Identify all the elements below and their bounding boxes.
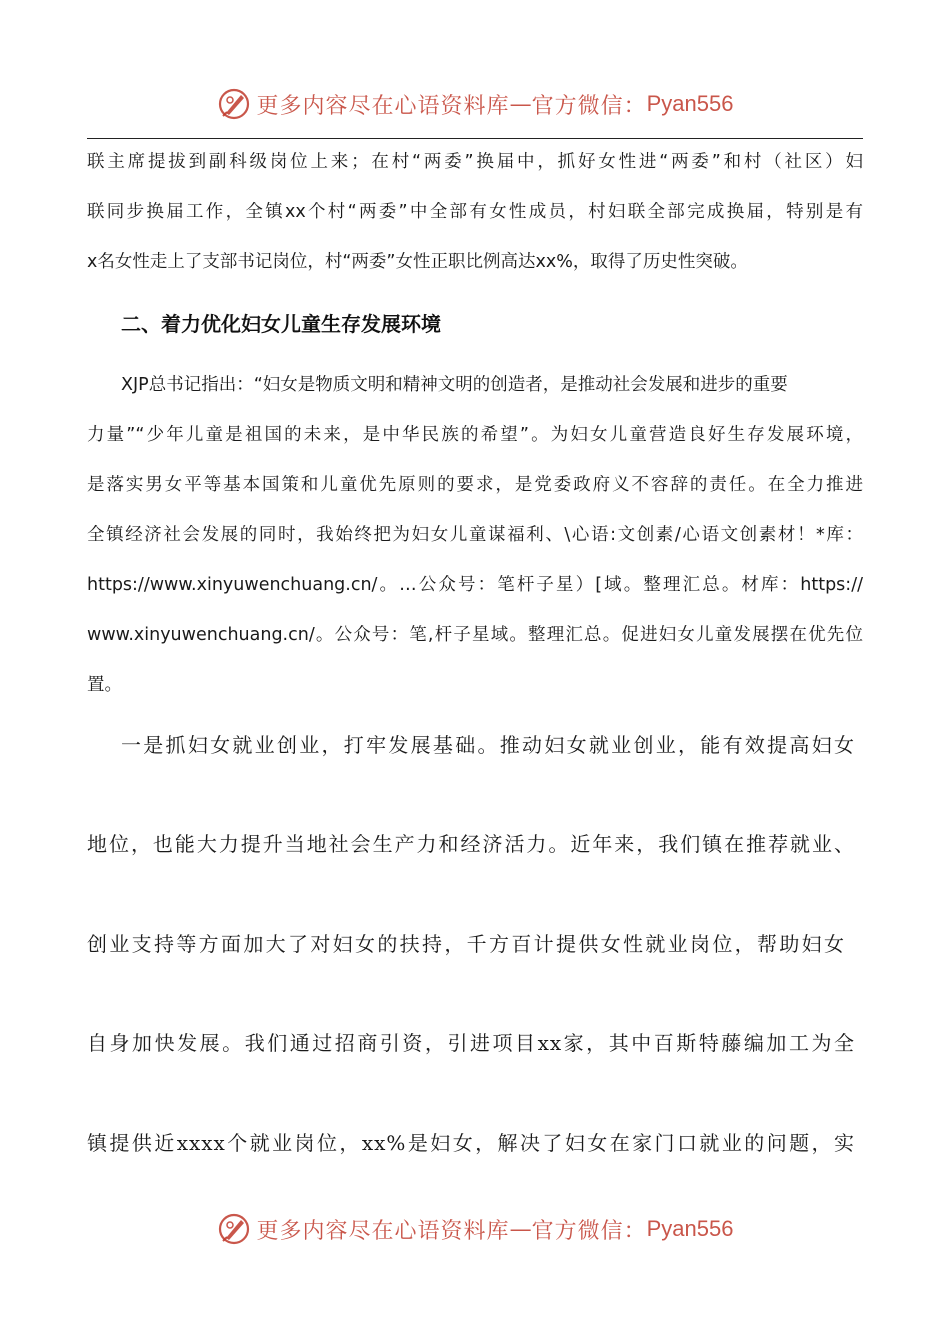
- paragraph3-line-4: 自身加快发展。我们通过招商引资，引进项目xx家，其中百斯特藤编加工为全: [87, 1031, 855, 1055]
- paragraph2-line-1: XJP总书记指出：“妇女是物质文明和精神文明的创造者，是推动社会发展和进步的重要: [121, 375, 788, 395]
- quill-logo-icon: [217, 1212, 251, 1246]
- paragraph1-line-2: 联同步换届工作，全镇xx个村“两委”中全部有女性成员，村妇联全部完成换届，特别是有: [87, 202, 863, 222]
- watermark-wechat-label: 官方微信：: [531, 1218, 647, 1244]
- paragraph2-line-3: 是落实男女平等基本国策和儿童优先原则的要求，是党委政府义不容辞的责任。在全力推进: [87, 475, 863, 495]
- paragraph3-line-1: 一是抓妇女就业创业，打牢发展基础。推动妇女就业创业，能有效提高妇女: [121, 733, 855, 757]
- paragraph2-line-2: 力量”“少年儿童是祖国的未来，是中华民族的希望”。为妇女儿童营造良好生存发展环境，: [87, 425, 863, 445]
- paragraph3-line-3: 创业支持等方面加大了对妇女的扶持，千方百计提供女性就业岗位，帮助妇女: [87, 932, 845, 956]
- footer-watermark: [0, 1207, 950, 1251]
- header-watermark: [0, 82, 950, 126]
- paragraph2-line-7: 置。: [87, 675, 122, 695]
- section-heading: 二、着力优化妇女儿童生存发展环境: [121, 312, 441, 336]
- watermark-wechat-label: 官方微信：: [531, 93, 647, 119]
- paragraph2-line-5: https://www.xinyuwenchuang.cn/。…公众号：笔杆子星）[域。整理汇总。材库：https://: [87, 575, 863, 595]
- watermark-separator: —: [509, 91, 532, 117]
- watermark-text: 更多内容尽在心语资料库: [256, 93, 510, 119]
- watermark-text: 更多内容尽在心语资料库: [256, 1218, 510, 1244]
- header-rule: [87, 138, 863, 139]
- paragraph2-line-6: www.xinyuwenchuang.cn/。公众号：笔,杆子星域。整理汇总。促进妇女儿童发展摆在优先位: [87, 625, 863, 645]
- watermark-wechat-id: Pyan556: [646, 1216, 734, 1241]
- watermark-separator: —: [509, 1216, 532, 1242]
- paragraph3-line-5: 镇提供近xxxx个就业岗位，xx%是妇女，解决了妇女在家门口就业的问题，实: [87, 1131, 855, 1155]
- paragraph1-line-3: x名女性走上了支部书记岗位，村“两委”女性正职比例高达xx%，取得了历史性突破。: [87, 252, 748, 272]
- paragraph1-line-1: 联主席提拔到副科级岗位上来；在村“两委”换届中，抓好女性进“两委”和村（社区）妇: [87, 152, 863, 172]
- paragraph2-line-4: 全镇经济社会发展的同时，我始终把为妇女儿童谋福利、\心语:文创素/心语文创素材！*库：: [87, 525, 863, 545]
- watermark-wechat-id: Pyan556: [646, 91, 734, 116]
- paragraph3-line-2: 地位，也能大力提升当地社会生产力和经济活力。近年来，我们镇在推荐就业、: [87, 832, 855, 856]
- quill-logo-icon: [217, 87, 251, 121]
